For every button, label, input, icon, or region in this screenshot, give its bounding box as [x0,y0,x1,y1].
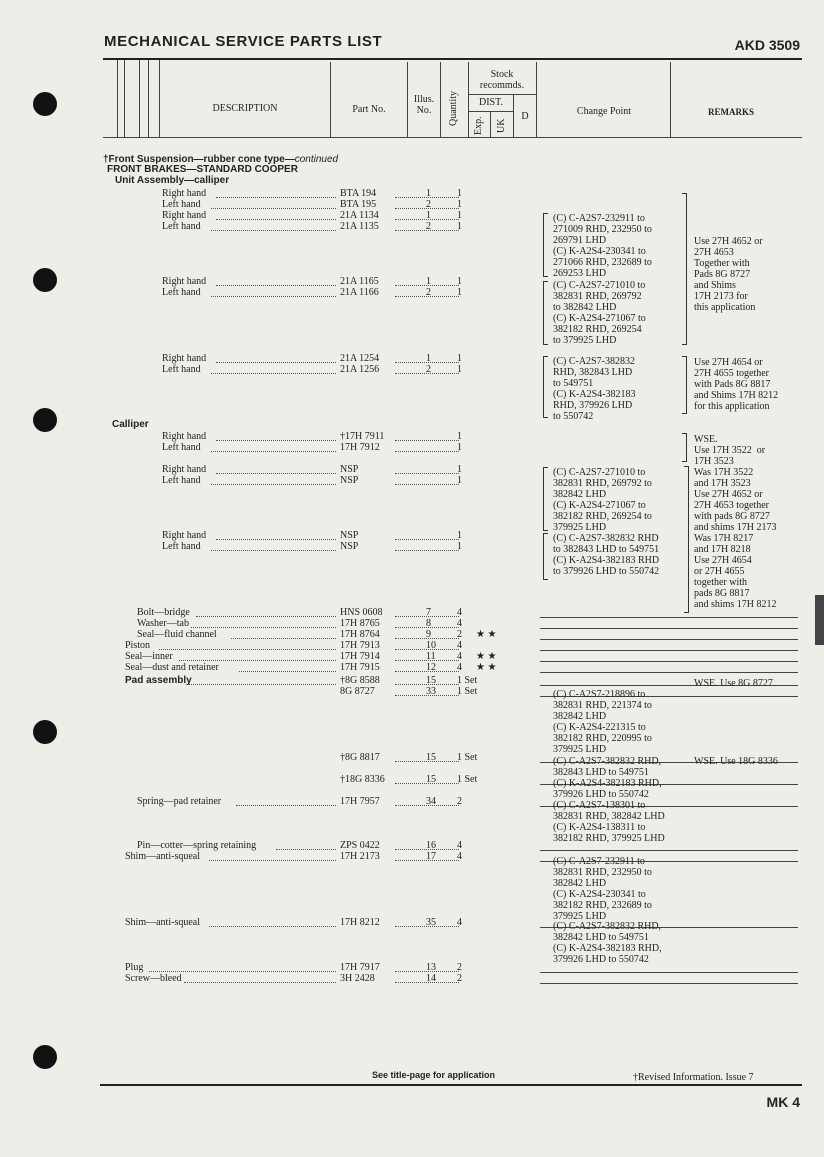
leader-dots [395,451,459,452]
leader-dots [395,362,459,363]
row-rule [540,617,798,618]
leader-dots [395,926,459,927]
illus-number: 2 [426,364,431,375]
illus-number: 11 [426,651,436,662]
quantity: 4 [457,607,462,618]
leader-dots [159,649,336,650]
binder-hole [33,1045,57,1069]
bracket [543,213,548,277]
footer-rule [100,1084,802,1086]
part-number: 17H 7914 [340,651,380,662]
section-unit-assembly: Unit Assembly—calliper [115,175,230,186]
part-number: †8G 8588 [340,675,380,686]
col-description: DESCRIPTION [212,103,278,114]
part-description: Left hand [162,287,201,298]
row-rule [540,650,798,651]
leader-dots [216,285,336,286]
leader-dots [395,219,459,220]
illus-number: 7 [426,607,431,618]
quantity: 4 [457,840,462,851]
leader-dots [395,539,459,540]
binder-hole [33,720,57,744]
part-number: 17H 7912 [340,442,380,453]
leader-dots [395,230,459,231]
quantity: 4 [457,640,462,651]
part-description: Left hand [162,475,201,486]
bracket [543,533,548,580]
part-number: 21A 1256 [340,364,380,375]
page-title: MECHANICAL SERVICE PARTS LIST [104,33,383,50]
quantity: 2 [457,962,462,973]
remark: Was 17H 3522 and 17H 3523 Use 27H 4652 or 27H 4653 together with pads 8G 8727 and shims 17H 2173 [694,467,777,533]
part-number: ZPS 0422 [340,840,380,851]
illus-number: 1 [426,188,431,199]
part-number: 17H 7915 [340,662,380,673]
leader-dots [395,971,459,972]
quantity: 4 [457,618,462,629]
leader-dots [395,627,459,628]
section-front-brakes: FRONT BRAKES—STANDARD COOPER [107,164,298,175]
stock-stars: ★ ★ [476,651,497,662]
leader-dots [196,616,336,617]
part-description: Bolt—bridge [137,607,190,618]
col-remarks: REMARKS [707,107,754,117]
leader-dots [395,783,459,784]
binder-hole [33,92,57,116]
illus-number: 9 [426,629,431,640]
quantity: 1 [457,221,462,232]
part-description: Left hand [162,364,201,375]
part-number: 21A 1134 [340,210,379,221]
remark: WSE. Use 8G 8727 [694,678,773,689]
leader-dots [395,197,459,198]
part-description: Spring—pad retainer [137,796,222,807]
leader-dots [395,484,459,485]
col-exp: Exp. [473,116,484,135]
leader-dots [189,684,336,685]
row-rule [540,672,798,673]
illus-number: 1 [426,353,431,364]
leader-dots [211,230,336,231]
quantity: 1 [457,442,462,453]
row-rule [540,972,798,973]
leader-dots [179,660,336,661]
leader-dots [191,627,336,628]
stock-stars: ★ ★ [476,629,497,640]
change-point: (C) C-A2S7-382832 RHD, 382842 LHD to 549751 (C) K-A2S4-382183 RHD, 379926 LHD to 550742 [553,921,662,965]
row-rule [540,850,798,851]
leader-dots [216,219,336,220]
leader-dots [395,684,459,685]
col-quantity: Quantity [448,91,459,126]
leader-dots [395,296,459,297]
bracket [543,467,548,531]
part-number: BTA 195 [340,199,377,210]
bracket [682,433,687,462]
part-description: Left hand [162,199,201,210]
leader-dots [395,761,459,762]
part-description: Right hand [162,464,207,475]
part-number: 17H 8212 [340,917,380,928]
part-description: Right hand [162,210,207,221]
remark: Was 17H 8217 and 17H 8218 Use 27H 4654 or 27H 4655 together with pads 8G 8817 and shims 17H 8212 [694,533,777,610]
leader-dots [211,373,336,374]
illus-number: 8 [426,618,431,629]
change-point: 382843 LHD to 549751 (C) K-A2S4-382183 RHD, 379926 LHD to 550742 [553,767,662,800]
illus-number: 16 [426,840,436,851]
quantity: 1 Set [457,675,478,686]
part-number: †17H 7911 [340,431,385,442]
illus-number: 2 [426,199,431,210]
leader-dots [209,860,336,861]
part-description: Shim—anti-squeal [125,917,200,928]
section-front-suspension: †Front Suspension—rubber cone type—continued [103,154,339,165]
section-calliper: Calliper [112,419,149,430]
leader-dots [395,208,459,209]
row-rule [540,661,798,662]
bracket [543,281,548,345]
remark: WSE. Use 17H 3522 or 17H 3523 [694,434,766,467]
leader-dots [184,982,336,983]
document-code: AKD 3509 [734,37,800,53]
leader-dots [276,849,336,850]
part-description: Pad assembly [125,675,192,686]
illus-number: 33 [426,686,436,697]
header-rule [103,58,802,60]
leader-dots [216,539,336,540]
quantity: 1 [457,464,462,475]
quantity: 1 [457,431,462,442]
leader-dots [216,362,336,363]
leader-dots [209,926,336,927]
part-number: 17H 2173 [340,851,380,862]
quantity: 4 [457,851,462,862]
part-description: Seal—inner [125,651,173,662]
illus-number: 17 [426,851,436,862]
leader-dots [395,638,459,639]
leader-dots [395,440,459,441]
leader-dots [211,550,336,551]
remark: WSE. Use 18G 8336 [694,756,778,767]
change-point: (C) C-A2S7-232911 to 271009 RHD, 232950 to 269791 LHD (C) K-A2S4-230341 to 271066 RHD, 232689 to 269253 LHD [553,213,652,279]
illus-number: 35 [426,917,436,928]
quantity: 1 Set [457,774,478,785]
leader-dots [216,473,336,474]
bracket [543,356,548,418]
part-number: 21A 1166 [340,287,379,298]
col-dist: DIST. [479,97,503,108]
row-rule [540,639,798,640]
part-number: 21A 1135 [340,221,379,232]
col-illus: Illus. No. [413,94,435,116]
illus-number: 2 [426,287,431,298]
part-number: 17H 8765 [340,618,380,629]
part-description: Right hand [162,188,207,199]
leader-dots [395,671,459,672]
illus-number: 34 [426,796,436,807]
row-rule [540,628,798,629]
part-number: NSP [340,541,359,552]
illus-number: 15 [426,774,436,785]
leader-dots [395,550,459,551]
binder-hole [33,408,57,432]
quantity: 1 [457,541,462,552]
part-number: 17H 8764 [340,629,380,640]
col-d: D [521,111,529,122]
part-description: Right hand [162,276,207,287]
leader-dots [231,638,336,639]
part-number: 21A 1254 [340,353,380,364]
part-description: Seal—dust and retainer [125,662,219,673]
illus-number: 12 [426,662,436,673]
leader-dots [211,484,336,485]
illus-number: 15 [426,675,436,686]
part-description: Washer—tab [137,618,189,629]
part-description: Plug [125,962,144,973]
change-point: (C) C-A2S7-271010 to 382831 RHD, 269792 to 382842 LHD (C) K-A2S4-271067 to 382182 RHD, 269254 to 379925 LHD [553,467,652,533]
row-rule [540,983,798,984]
part-description: Right hand [162,431,207,442]
leader-dots [239,671,336,672]
leader-dots [395,616,459,617]
quantity: 1 [457,188,462,199]
quantity: 1 [457,287,462,298]
change-point: (C) C-A2S7-218896 to 382831 RHD, 221374 to 382842 LHD (C) K-A2S4-221315 to 382182 RHD, 220995 to 379925 LHD [553,689,652,755]
quantity: 1 [457,276,462,287]
leader-dots [395,660,459,661]
remark: Use 27H 4652 or 27H 4653 Together with Pads 8G 8727 and Shims 17H 2173 for this application [694,236,763,313]
footer-revised: †Revised Information. Issue 7 [633,1072,754,1083]
leader-dots [395,649,459,650]
leader-dots [395,285,459,286]
quantity: 1 [457,530,462,541]
leader-dots [395,373,459,374]
change-point: (C) C-A2S7-232911 to 382831 RHD, 232950 to 382842 LHD (C) K-A2S4-230341 to 382182 RHD, 232689 to 379925 LHD [553,856,652,922]
quantity: 2 [457,629,462,640]
change-point: (C) C-A2S7-382832 RHD, 382843 LHD to 549751 (C) K-A2S4-382183 RHD, 379926 LHD to 550742 [553,356,636,422]
quantity: 1 [457,353,462,364]
illus-number: 2 [426,221,431,232]
quantity: 1 [457,199,462,210]
leader-dots [395,849,459,850]
col-uk: UK [496,118,507,133]
quantity: 4 [457,651,462,662]
part-number: 17H 7913 [340,640,380,651]
stock-stars: ★ ★ [476,662,497,673]
col-part-no: Part No. [352,104,386,115]
part-description: Piston [125,640,151,651]
remark: Use 27H 4654 or 27H 4655 together with Pads 8G 8817 and Shims 17H 8212 for this application [694,357,779,412]
part-number: 3H 2428 [340,973,375,984]
quantity: 2 [457,796,462,807]
col-change-point: Change Point [576,106,632,117]
part-description: Pin—cotter—spring retaining [137,840,257,851]
change-point: (C) C-A2S7-138301 to 382831 RHD, 382842 LHD (C) K-A2S4-138311 to 382182 RHD, 379925 LHD [553,800,665,844]
part-description: Right hand [162,353,207,364]
illus-number: 14 [426,973,436,984]
leader-dots [236,805,336,806]
quantity: 4 [457,917,462,928]
page-number: MK 4 [766,1094,800,1110]
illus-number: 15 [426,752,436,763]
part-number: NSP [340,464,359,475]
part-description: Seal—fluid channel [137,629,217,640]
part-number: NSP [340,475,359,486]
part-number: 8G 8727 [340,686,375,697]
illus-number: 1 [426,210,431,221]
part-description: Shim—anti-squeal [125,851,200,862]
leader-dots [216,440,336,441]
illus-number: 10 [426,640,436,651]
leader-dots [395,805,459,806]
change-point: (C) C-A2S7-382832 RHD to 382843 LHD to 549751 (C) K-A2S4-382183 RHD to 379926 LHD to 550742 [553,533,660,577]
part-description: Right hand [162,530,207,541]
part-number: BTA 194 [340,188,377,199]
leader-dots [149,971,336,972]
leader-dots [211,296,336,297]
part-description: Left hand [162,541,201,552]
part-number: 21A 1165 [340,276,379,287]
leader-dots [395,982,459,983]
col-stock: Stock recommds. [479,69,525,91]
footer-application: See title-page for application [372,1070,496,1080]
binder-hole [33,268,57,292]
quantity: 1 [457,210,462,221]
quantity: 1 [457,364,462,375]
leader-dots [211,208,336,209]
leader-dots [211,451,336,452]
leader-dots [216,197,336,198]
quantity: 1 Set [457,752,478,763]
change-point: (C) C-A2S7-271010 to 382831 RHD, 269792 to 382842 LHD (C) K-A2S4-271067 to 382182 RHD, 269254 to 379925 LHD [553,280,646,346]
leader-dots [395,695,459,696]
part-number: †18G 8336 [340,774,385,785]
part-number: 17H 7957 [340,796,380,807]
part-number: †8G 8817 [340,752,380,763]
quantity: 4 [457,662,462,673]
illus-number: 1 [426,276,431,287]
page-edge-tab [815,595,824,645]
leader-dots [395,473,459,474]
part-description: Left hand [162,221,201,232]
change-point: (C) C-A2S7-382832 RHD, [553,756,662,767]
part-description: Left hand [162,442,201,453]
part-number: HNS 0608 [340,607,383,618]
part-description: Screw—bleed [125,973,182,984]
illus-number: 13 [426,962,436,973]
quantity: 1 Set [457,686,478,697]
quantity: 2 [457,973,462,984]
quantity: 1 [457,475,462,486]
leader-dots [395,860,459,861]
part-number: NSP [340,530,359,541]
part-number: 17H 7917 [340,962,380,973]
